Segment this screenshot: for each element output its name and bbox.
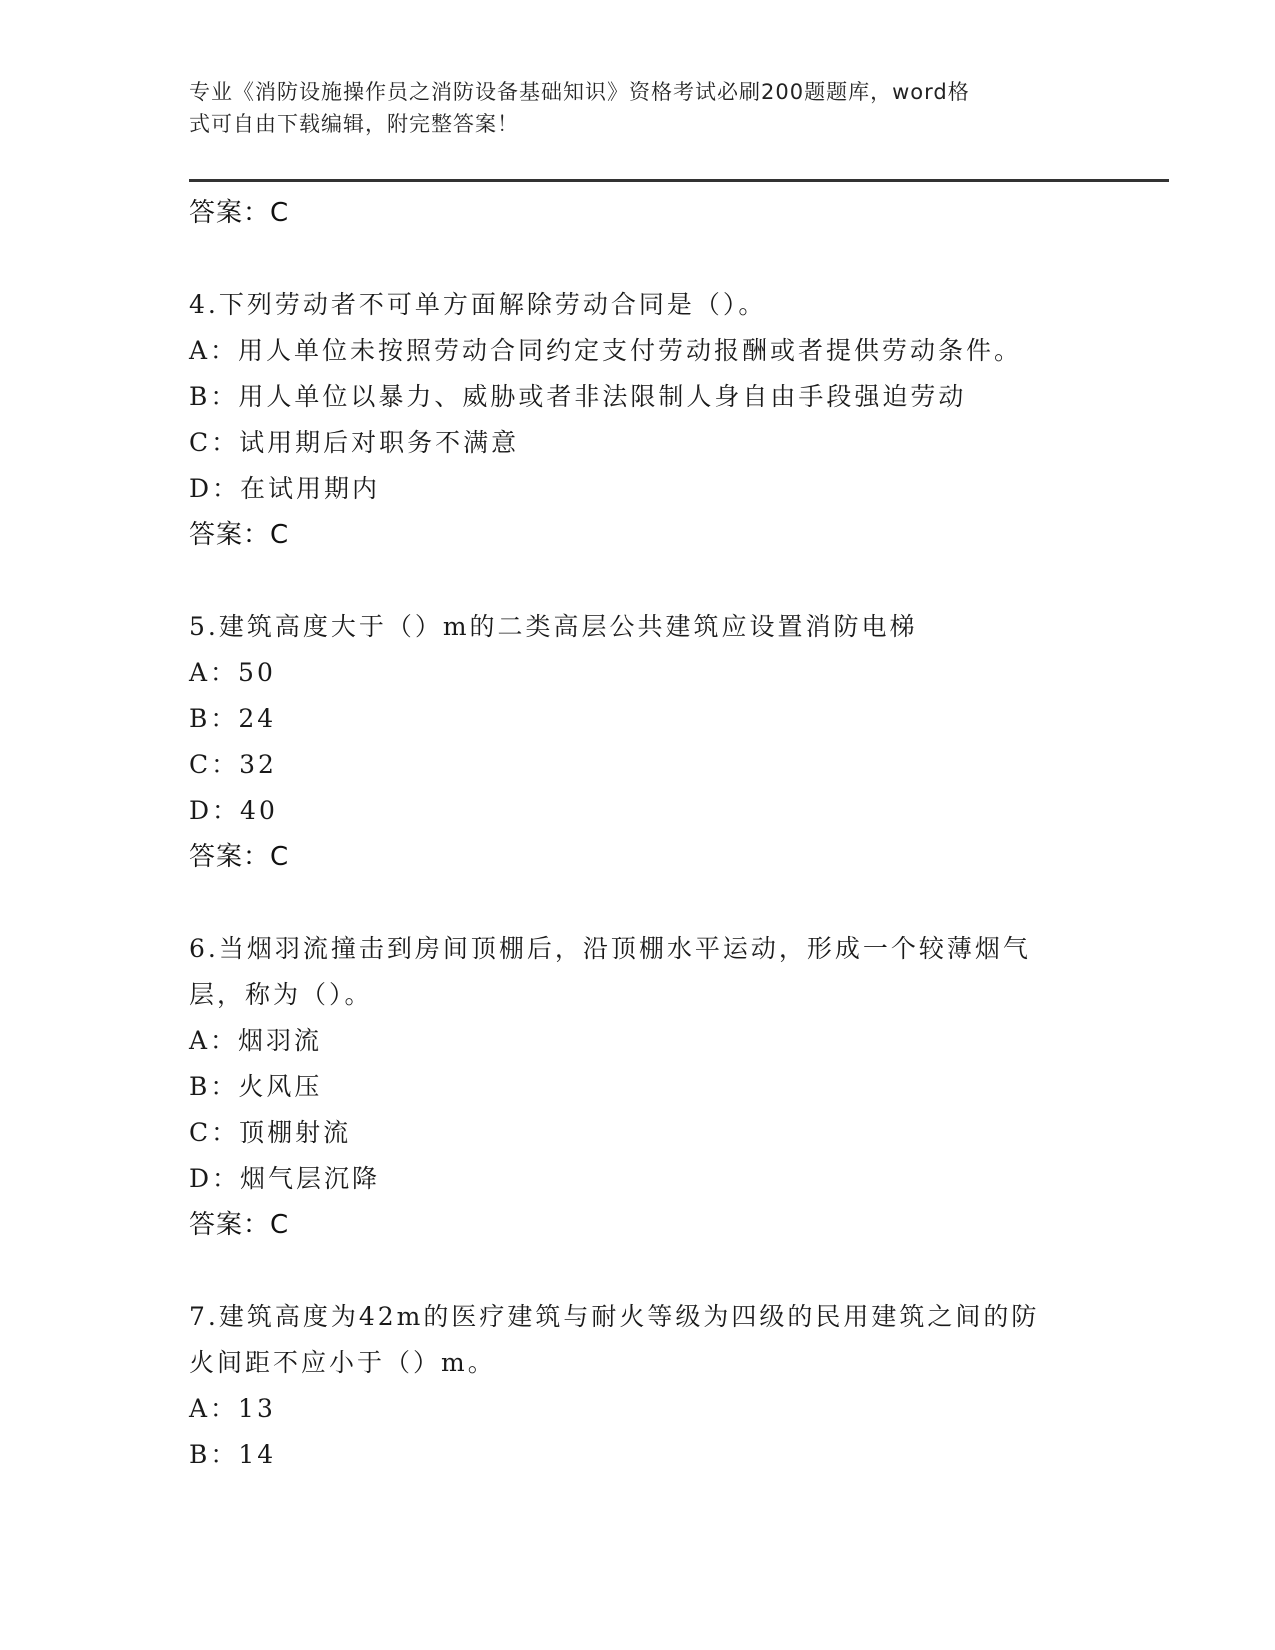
- question-stem-line-2: 火间距不应小于（）m。: [189, 1348, 496, 1377]
- page-header: [189, 76, 1069, 140]
- option-d: D：烟气层沉降: [189, 1164, 381, 1193]
- document-body: [189, 190, 1089, 1478]
- option-d: D：在试用期内: [189, 474, 381, 503]
- spacer: [189, 1248, 1089, 1294]
- answer: 答案：C: [189, 520, 290, 550]
- spacer: [189, 236, 1089, 282]
- answer: 答案：C: [189, 1210, 290, 1240]
- question-stem: 5.建筑高度大于（）m的二类高层公共建筑应设置消防电梯: [189, 612, 918, 641]
- header-title-line-1: 专业《消防设施操作员之消防设备基础知识》资格考试必刷200题题库，word格: [189, 80, 970, 104]
- option-a: A：13: [189, 1394, 276, 1423]
- spacer: [189, 880, 1089, 926]
- previous-answer: 答案：C: [189, 198, 290, 228]
- option-c: C：顶棚射流: [189, 1118, 352, 1147]
- option-b: B：火风压: [189, 1072, 323, 1101]
- question-stem-line-1: 6.当烟羽流撞击到房间顶棚后，沿顶棚水平运动，形成一个较薄烟气: [189, 934, 1031, 963]
- question-stem-line-2: 层，称为（）。: [189, 980, 373, 1009]
- header-divider: [189, 179, 1169, 182]
- option-b: B：24: [189, 704, 277, 733]
- question-7: [189, 1294, 1089, 1478]
- question-stem-line-1: 7.建筑高度为42m的医疗建筑与耐火等级为四级的民用建筑之间的防: [189, 1302, 1040, 1331]
- header-title-line-2: 式可自由下载编辑，附完整答案！: [189, 112, 519, 136]
- spacer: [189, 558, 1089, 604]
- option-c: C：32: [189, 750, 277, 779]
- option-a: A：50: [189, 658, 276, 687]
- question-6: [189, 926, 1089, 1248]
- option-c: C：试用期后对职务不满意: [189, 428, 520, 457]
- question-4: [189, 282, 1089, 558]
- answer: 答案：C: [189, 842, 290, 872]
- question-stem: 4.下列劳动者不可单方面解除劳动合同是（）。: [189, 290, 767, 319]
- option-b: B：用人单位以暴力、威胁或者非法限制人身自由手段强迫劳动: [189, 382, 967, 411]
- option-a: A：用人单位未按照劳动合同约定支付劳动报酬或者提供劳动条件。: [189, 336, 1023, 365]
- option-d: D：40: [189, 796, 278, 825]
- option-b: B：14: [189, 1440, 277, 1469]
- option-a: A：烟羽流: [189, 1026, 323, 1055]
- question-5: [189, 604, 1089, 880]
